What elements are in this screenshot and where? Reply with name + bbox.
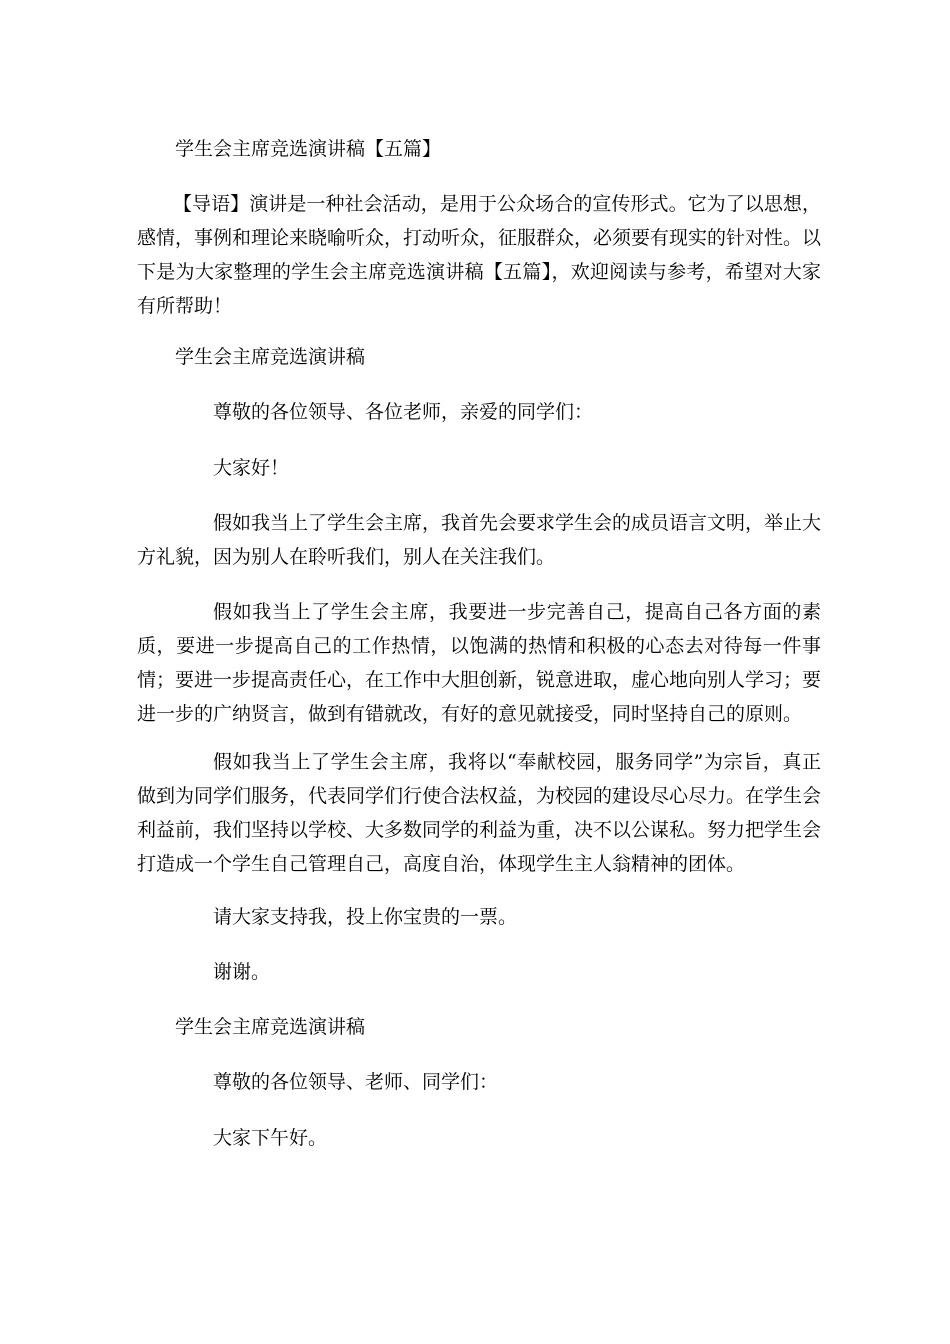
- speech1-paragraph-3: 假如我当上了学生会主席，我将以“奉献校园，服务同学”为宗旨，真正做到为同学们服务，代表同学们行使合法权益，为校园的建设尽心尽力。在学生会利益前，我们坚持以学校、大多数同学的利益为重，决不以公谋私。努力把学生会打造成一个学生自己管理自己，高度自治，体现学生主人翁精神的团体。: [137, 751, 822, 875]
- speech1-closing: 请大家支持我，投上你宝贵的一票。: [213, 906, 518, 928]
- speech2-greeting: 大家下午好。: [213, 1127, 328, 1149]
- speech1-paragraph-2: 假如我当上了学生会主席，我要进一步完善自己，提高自己各方面的素质，要进一步提高自己的工作热情，以饱满的热情和积极的心态去对待每一件事情；要进一步提高责任心，在工作中大胆创新，锐意进取，虚心地向别人学习；要进一步的广纳贤言，做到有错就改，有好的意见就接受，同时坚持自己的原则。: [137, 601, 822, 725]
- speech2-heading: 学生会主席竞选演讲稿: [175, 1016, 366, 1038]
- speech1-salutation: 尊敬的各位领导、各位老师，亲爱的同学们：: [213, 401, 594, 423]
- speech1-paragraph-1: 假如我当上了学生会主席，我首先会要求学生会的成员语言文明，举止大方礼貌，因为别人在聆听我们，别人在关注我们。: [137, 512, 822, 568]
- speech2-salutation: 尊敬的各位领导、老师、同学们：: [213, 1071, 499, 1093]
- speech1-greeting: 大家好！: [213, 457, 290, 479]
- document-title: 学生会主席竞选演讲稿【五篇】: [175, 138, 442, 160]
- intro-paragraph: 【导语】演讲是一种社会活动，是用于公众场合的宣传形式。它为了以思想，感情，事例和理论来晓喻听众，打动听众，征服群众，必须要有现实的针对性。以下是为大家整理的学生会主席竞选演讲稿【五篇】，欢迎阅读与参考，希望对大家有所帮助！: [137, 193, 822, 317]
- speech1-heading: 学生会主席竞选演讲稿: [175, 346, 366, 368]
- speech1-thanks: 谢谢。: [213, 961, 271, 983]
